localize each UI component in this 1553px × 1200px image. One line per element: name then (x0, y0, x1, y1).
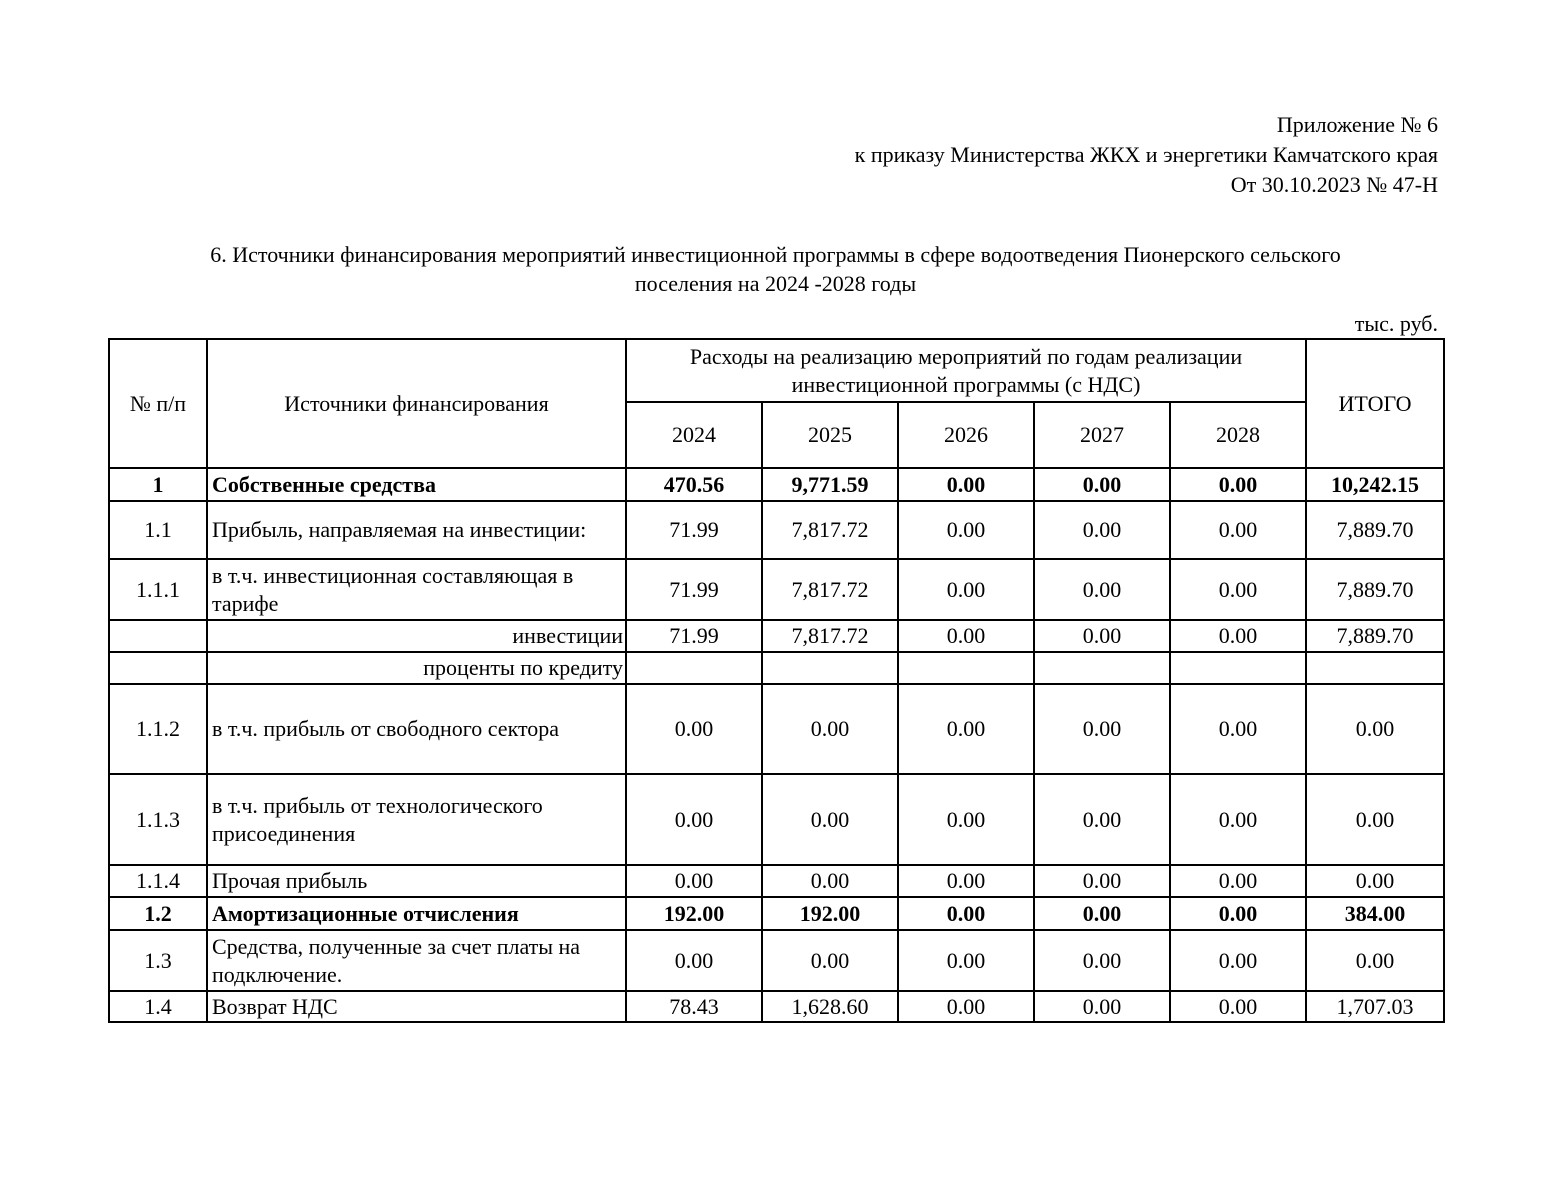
row-num: 1.1.3 (109, 774, 207, 865)
document-title (108, 240, 1443, 298)
row-value: 0.00 (626, 930, 762, 991)
row-value: 0.00 (1034, 501, 1170, 559)
row-value: 0.00 (898, 501, 1034, 559)
header-row-1 (109, 339, 1444, 402)
row-num: 1.1.1 (109, 559, 207, 620)
row-value: 0.00 (898, 897, 1034, 930)
row-value: 0.00 (1034, 774, 1170, 865)
title-line-1: 6. Источники финансирования мероприятий инвестиционной программы в сфере водоотведения Пионерского сельского (210, 242, 1341, 267)
row-value: 0.00 (762, 774, 898, 865)
row-value: 0.00 (898, 620, 1034, 652)
row-value: 0.00 (1170, 501, 1306, 559)
row-value: 0.00 (898, 468, 1034, 501)
row-name-line-1: в т.ч. прибыль от технологического (212, 792, 543, 818)
row-total (1306, 652, 1444, 684)
row-value: 0.00 (1170, 468, 1306, 501)
row-value: 0.00 (1170, 930, 1306, 991)
row-name (207, 930, 626, 991)
row-value: 71.99 (626, 559, 762, 620)
row-value: 0.00 (898, 930, 1034, 991)
table-row (109, 897, 1444, 930)
row-num (109, 620, 207, 652)
row-value: 78.43 (626, 991, 762, 1022)
header-num: № п/п (109, 339, 207, 468)
row-name (207, 559, 626, 620)
row-num: 1 (109, 468, 207, 501)
row-value: 0.00 (1170, 620, 1306, 652)
row-num: 1.4 (109, 991, 207, 1022)
row-value: 0.00 (626, 684, 762, 774)
row-value: 470.56 (626, 468, 762, 501)
title-line-2: поселения на 2024 -2028 годы (634, 271, 917, 296)
row-value (762, 652, 898, 684)
row-name-line-1: в т.ч. инвестиционная составляющая в (212, 562, 574, 588)
row-num: 1.1 (109, 501, 207, 559)
table-row (109, 991, 1444, 1022)
row-total: 0.00 (1306, 684, 1444, 774)
header-year: 2025 (762, 402, 898, 468)
row-value: 0.00 (1034, 930, 1170, 991)
row-value: 0.00 (1170, 774, 1306, 865)
table-row (109, 468, 1444, 501)
row-name: Собственные средства (207, 468, 626, 501)
row-value: 0.00 (898, 991, 1034, 1022)
appendix-header (855, 110, 1438, 200)
row-total: 7,889.70 (1306, 501, 1444, 559)
row-total: 384.00 (1306, 897, 1444, 930)
row-value: 0.00 (1034, 468, 1170, 501)
row-num: 1.3 (109, 930, 207, 991)
table-row (109, 684, 1444, 774)
row-num (109, 652, 207, 684)
header-total: ИТОГО (1306, 339, 1444, 468)
row-total: 7,889.70 (1306, 559, 1444, 620)
row-value: 0.00 (1034, 620, 1170, 652)
row-value: 0.00 (1034, 897, 1170, 930)
row-total: 1,707.03 (1306, 991, 1444, 1022)
row-value: 7,817.72 (762, 501, 898, 559)
row-value: 0.00 (1034, 991, 1170, 1022)
row-value: 0.00 (1034, 684, 1170, 774)
row-value: 0.00 (762, 684, 898, 774)
row-name-line-2: подключение. (212, 961, 343, 987)
row-value: 0.00 (762, 930, 898, 991)
row-name: инвестиции (207, 620, 626, 652)
header-year: 2026 (898, 402, 1034, 468)
row-value: 0.00 (1170, 559, 1306, 620)
row-name (207, 774, 626, 865)
row-name: Амортизационные отчисления (207, 897, 626, 930)
row-value: 0.00 (898, 559, 1034, 620)
row-value: 192.00 (626, 897, 762, 930)
header-source: Источники финансирования (207, 339, 626, 468)
row-name-line-1: Средства, полученные за счет платы на (212, 933, 581, 959)
table-row (109, 501, 1444, 559)
row-total: 7,889.70 (1306, 620, 1444, 652)
header-expenses-line-2: инвестиционной программы (с НДС) (791, 371, 1141, 397)
row-total: 0.00 (1306, 865, 1444, 897)
appendix-number: Приложение № 6 (1276, 112, 1438, 137)
table-row (109, 774, 1444, 865)
row-value (626, 652, 762, 684)
row-value: 7,817.72 (762, 559, 898, 620)
row-name: Прочая прибыль (207, 865, 626, 897)
row-value: 1,628.60 (762, 991, 898, 1022)
row-value: 0.00 (1170, 865, 1306, 897)
header-year: 2027 (1034, 402, 1170, 468)
table-row (109, 559, 1444, 620)
row-name-line-2: присоединения (212, 820, 356, 846)
row-total: 0.00 (1306, 774, 1444, 865)
appendix-order-date: От 30.10.2023 № 47-Н (1230, 172, 1438, 197)
header-expenses-line-1: Расходы на реализацию мероприятий по годам реализации (689, 343, 1243, 369)
table-row (109, 865, 1444, 897)
row-value: 0.00 (626, 865, 762, 897)
row-value: 0.00 (898, 774, 1034, 865)
row-num: 1.1.4 (109, 865, 207, 897)
header-year: 2024 (626, 402, 762, 468)
table-row (109, 930, 1444, 991)
row-value: 0.00 (1034, 559, 1170, 620)
table-row (109, 652, 1444, 684)
row-value: 192.00 (762, 897, 898, 930)
row-total: 0.00 (1306, 930, 1444, 991)
row-value (1170, 652, 1306, 684)
header-year: 2028 (1170, 402, 1306, 468)
row-value: 7,817.72 (762, 620, 898, 652)
row-name: Прибыль, направляемая на инвестиции: (207, 501, 626, 559)
row-value: 0.00 (762, 865, 898, 897)
units-label: тыс. руб. (1354, 311, 1438, 336)
row-num: 1.1.2 (109, 684, 207, 774)
table-row (109, 620, 1444, 652)
row-value: 0.00 (1170, 897, 1306, 930)
row-value: 0.00 (1170, 684, 1306, 774)
row-name-line-2: тарифе (212, 590, 279, 616)
row-value: 0.00 (626, 774, 762, 865)
appendix-order-ref: к приказу Министерства ЖКХ и энергетики Камчатского края (854, 142, 1438, 167)
row-name: в т.ч. прибыль от свободного сектора (207, 684, 626, 774)
row-name: проценты по кредиту (207, 652, 626, 684)
financing-table (108, 338, 1445, 1023)
row-value: 0.00 (1034, 865, 1170, 897)
row-num: 1.2 (109, 897, 207, 930)
row-value (1034, 652, 1170, 684)
row-total: 10,242.15 (1306, 468, 1444, 501)
row-name: Возврат НДС (207, 991, 626, 1022)
header-expenses (626, 339, 1306, 402)
row-value: 0.00 (898, 865, 1034, 897)
row-value: 0.00 (1170, 991, 1306, 1022)
row-value: 71.99 (626, 501, 762, 559)
row-value: 0.00 (898, 684, 1034, 774)
row-value (898, 652, 1034, 684)
row-value: 9,771.59 (762, 468, 898, 501)
row-value: 71.99 (626, 620, 762, 652)
